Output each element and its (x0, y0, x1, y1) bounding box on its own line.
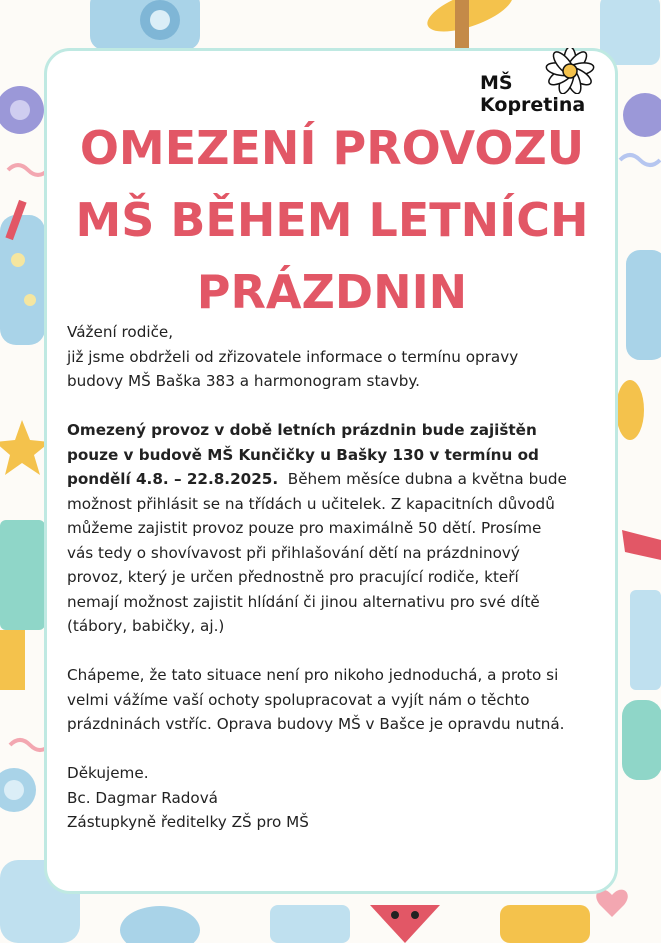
palm-leaf-icon (422, 0, 518, 40)
appeal-line: velmi vážíme vaší ochoty spolupracovat a vyjít nám o těchto (67, 690, 530, 709)
notice-bold-line: pouze v budově MŠ Kunčičky u Bašky 130 v termínu od (67, 445, 539, 464)
popsicle-icon (622, 700, 661, 780)
daisy-icon (542, 48, 598, 94)
ball-icon (623, 93, 661, 137)
notice-bold-line: Omezený provoz v době letních prázdnin bude zajištěn (67, 421, 537, 439)
notice-title (50, 112, 614, 328)
ice-cream-icon (120, 906, 200, 943)
notice-mixed-line (67, 467, 607, 492)
notice-text: Během měsíce dubna a května bude (287, 470, 567, 488)
star-icon (0, 420, 50, 475)
squiggle-icon (8, 165, 48, 175)
intro-line: již jsme obdrželi od zřizovatele informace o termínu opravy (67, 347, 519, 366)
logo-text-ms: MŠ (480, 72, 513, 94)
orange-icon (616, 380, 644, 440)
signature-role: Zástupkyně ředitelky ZŠ pro MŠ (67, 813, 309, 831)
appeal-line: Chápeme, že tato situace není pro nikoho jednoduchá, a proto si (67, 666, 559, 684)
notice-line: provoz, který je určen přednostně pro pracující rodiče, kteří (67, 568, 519, 586)
title-line-1: OMEZENÍ PROVOZU (79, 121, 585, 175)
intro-line: budovy MŠ Baška 383 a harmonogram stavby. (67, 372, 421, 390)
drink-icon-3 (626, 250, 661, 360)
juice-box-icon (0, 520, 45, 630)
watermelon-slice-icon (370, 905, 440, 943)
greeting-line: Vážení rodiče, (67, 323, 174, 341)
notice-date-range: pondělí 4.8. – 22.8.2025. (67, 470, 279, 488)
notice-line: můžeme zajistit provoz pouze pro maximálně 50 dětí. Prosíme (67, 519, 542, 537)
notice-line: vás tedy o shovívavost při přihlašování dětí na prázdninový (67, 543, 520, 562)
signature-name: Bc. Dagmar Radová (67, 788, 218, 807)
notice-line: (tábory, babičky, aj.) (67, 617, 225, 635)
notice-line: nemají možnost zajistit hlídání či jinou alternativu pro své dítě (67, 592, 540, 611)
closing-thanks: Děkujeme. (67, 764, 149, 782)
notice-line: možnost přihlásit se na třídách u učitelek. Z kapacitních důvodů (67, 494, 555, 513)
title-line-3: PRÁZDNIN (196, 265, 468, 319)
appeal-line: prázdninách vstříc. Oprava budovy MŠ v Bašce je opravdu nutná. (67, 715, 565, 733)
heart-icon (596, 890, 628, 917)
title-line-2: MŠ BĚHEM LETNÍCH (75, 193, 589, 247)
watermelon-icon (622, 530, 661, 560)
logo-text-kopretina: Kopretina (480, 94, 586, 116)
notice-body (67, 320, 607, 835)
